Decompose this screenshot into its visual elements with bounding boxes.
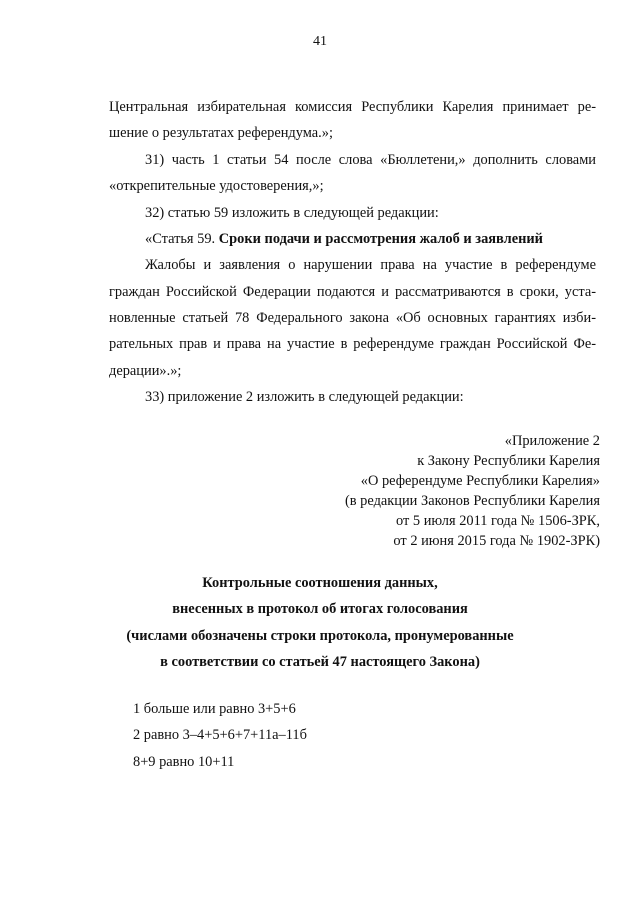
paragraph-line: 31) часть 1 статьи 54 после слова «Бюллетени,» дополнить словами [145, 152, 596, 168]
control-ratio: 1 больше или равно 3+5+6 [133, 701, 296, 717]
paragraph-line: новленные статьей 78 Федерального закона «Об основных гарантиях изби- [109, 310, 596, 326]
section-heading-line: внесенных в протокол об итогах голосования [172, 601, 468, 617]
section-heading-line: в соответствии со статьей 47 настоящего Закона) [160, 654, 480, 670]
appendix-header-line: от 2 июня 2015 года № 1902-ЗРК) [393, 533, 600, 549]
article-title: Сроки подачи и рассмотрения жалоб и заявлений [218, 231, 543, 247]
paragraph-line: шение о результатах референдума.»; [109, 125, 333, 141]
appendix-header-line: (в редакции Законов Республики Карелия [345, 493, 600, 509]
appendix-header-line: «О референдуме Республики Карелия» [360, 473, 600, 489]
section-heading-line: Контрольные соотношения данных, [202, 575, 438, 591]
control-ratio: 8+9 равно 10+11 [133, 754, 235, 770]
paragraph-line: дерации».»; [109, 363, 182, 379]
appendix-header-line: к Закону Республики Карелия [417, 453, 600, 469]
appendix-header-line: «Приложение 2 [504, 433, 600, 449]
paragraph-line: Жалобы и заявления о нарушении права на участие в референдуме [145, 257, 596, 273]
article-heading-line [145, 229, 543, 249]
article-number: «Статья 59. [145, 231, 219, 247]
appendix-header-line: от 5 июля 2011 года № 1506-ЗРК, [396, 513, 600, 529]
paragraph-line: «открепительные удостоверения,»; [109, 178, 324, 194]
control-ratio: 2 равно 3–4+5+6+7+11а–11б [133, 727, 307, 743]
section-heading-line: (числами обозначены строки протокола, пронумерованные [126, 628, 514, 644]
paragraph-line: 33) приложение 2 изложить в следующей редакции: [145, 389, 464, 405]
page-number: 41 [313, 34, 327, 49]
paragraph-line: 32) статью 59 изложить в следующей редакции: [145, 205, 439, 221]
paragraph-line: граждан Российской Федерации подаются и рассматриваются в сроки, уста- [109, 284, 596, 300]
paragraph-line: рательных прав и права на участие в референдуме граждан Российской Фе- [109, 336, 596, 352]
paragraph-line: Центральная избирательная комиссия Республики Карелия принимает ре- [109, 99, 596, 115]
